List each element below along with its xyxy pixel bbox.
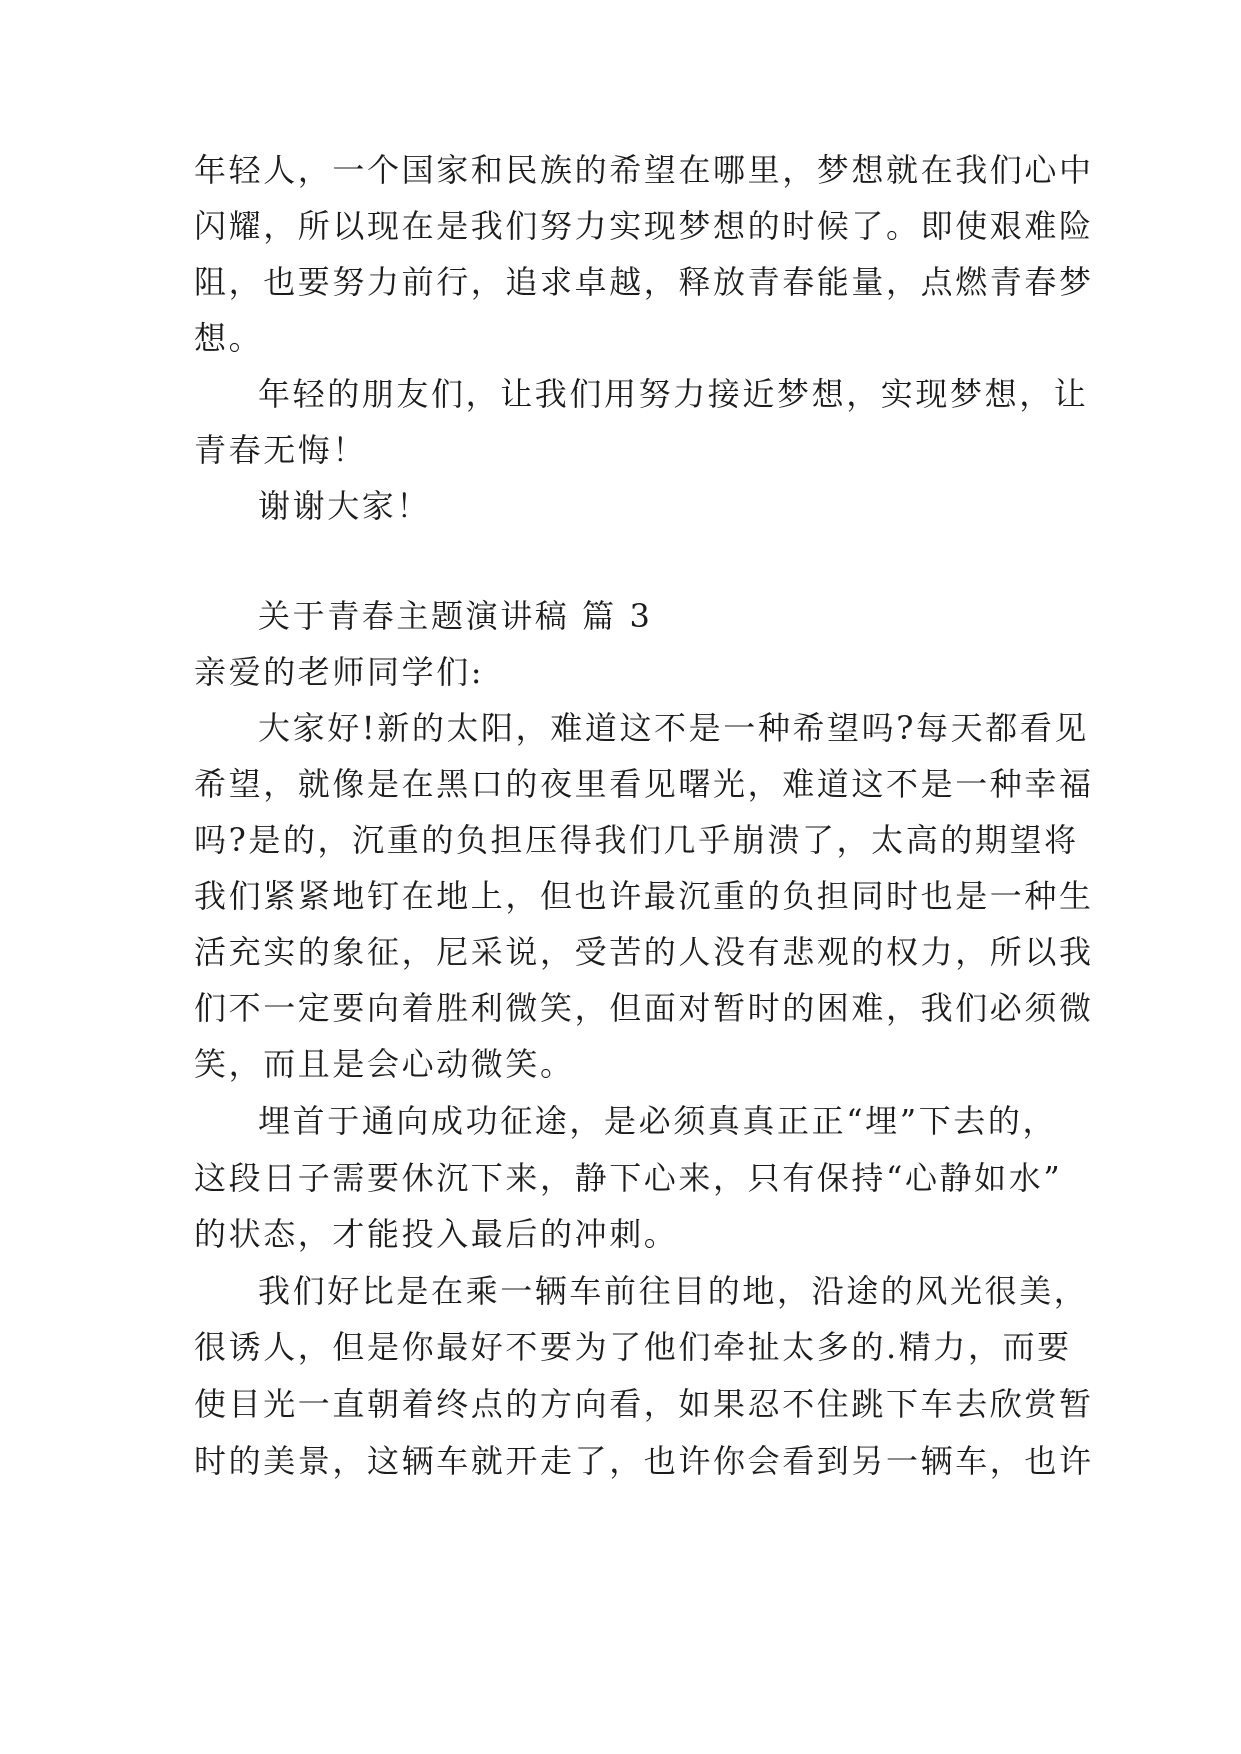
paragraph-line: 希望，就像是在黑口的夜里看见曙光，难道这不是一种幸福 [194, 765, 1094, 803]
paragraph-line: 我们紧紧地钉在地上，但也许最沉重的负担同时也是一种生 [194, 877, 1094, 915]
paragraph-line: 们不一定要向着胜利微笑，但面对暂时的困难，我们必须微 [194, 989, 1094, 1027]
paragraph-line: 年轻的朋友们，让我们用努力接近梦想，实现梦想，让 [258, 375, 1089, 413]
paragraph-line: 年轻人，一个国家和民族的希望在哪里，梦想就在我们心中 [194, 151, 1094, 189]
section-heading: 关于青春主题演讲稿 篇 3 [258, 597, 653, 635]
paragraph-line: 笑，而且是会心动微笑。 [194, 1045, 575, 1083]
paragraph-line: 时的美景，这辆车就开走了，也许你会看到另一辆车，也许 [194, 1442, 1094, 1480]
paragraph-line: 大家好!新的太阳，难道这不是一种希望吗?每天都看见 [258, 709, 1090, 747]
paragraph-line: 青春无悔！ [194, 431, 368, 469]
paragraph-line: 埋首于通向成功征途，是必须真真正正“埋”下去的， [258, 1102, 1058, 1140]
paragraph-line: 使目光一直朝着终点的方向看，如果忍不住跳下车去欣赏暂 [194, 1385, 1094, 1423]
paragraph-line: 谢谢大家！ [258, 487, 432, 525]
paragraph-line: 想。 [194, 319, 264, 357]
paragraph-line: 的状态，才能投入最后的冲刺。 [194, 1215, 679, 1253]
paragraph-line: 闪耀，所以现在是我们努力实现梦想的时候了。即使艰难险 [194, 207, 1094, 245]
paragraph-line: 吗?是的，沉重的负担压得我们几乎崩溃了，太高的期望将 [194, 821, 1079, 859]
paragraph-line: 阻，也要努力前行，追求卓越，释放青春能量，点燃青春梦 [194, 263, 1094, 301]
paragraph-line: 这段日子需要休沉下来，静下心来，只有保持“心静如水” [194, 1159, 1063, 1197]
salutation: 亲爱的老师同学们: [194, 653, 485, 691]
paragraph-line: 很诱人，但是你最好不要为了他们牵扯太多的.精力，而要 [194, 1328, 1072, 1366]
paragraph-line: 我们好比是在乘一辆车前往目的地，沿途的风光很美， [258, 1272, 1089, 1310]
paragraph-line: 活充实的象征，尼采说，受苦的人没有悲观的权力，所以我 [194, 933, 1094, 971]
